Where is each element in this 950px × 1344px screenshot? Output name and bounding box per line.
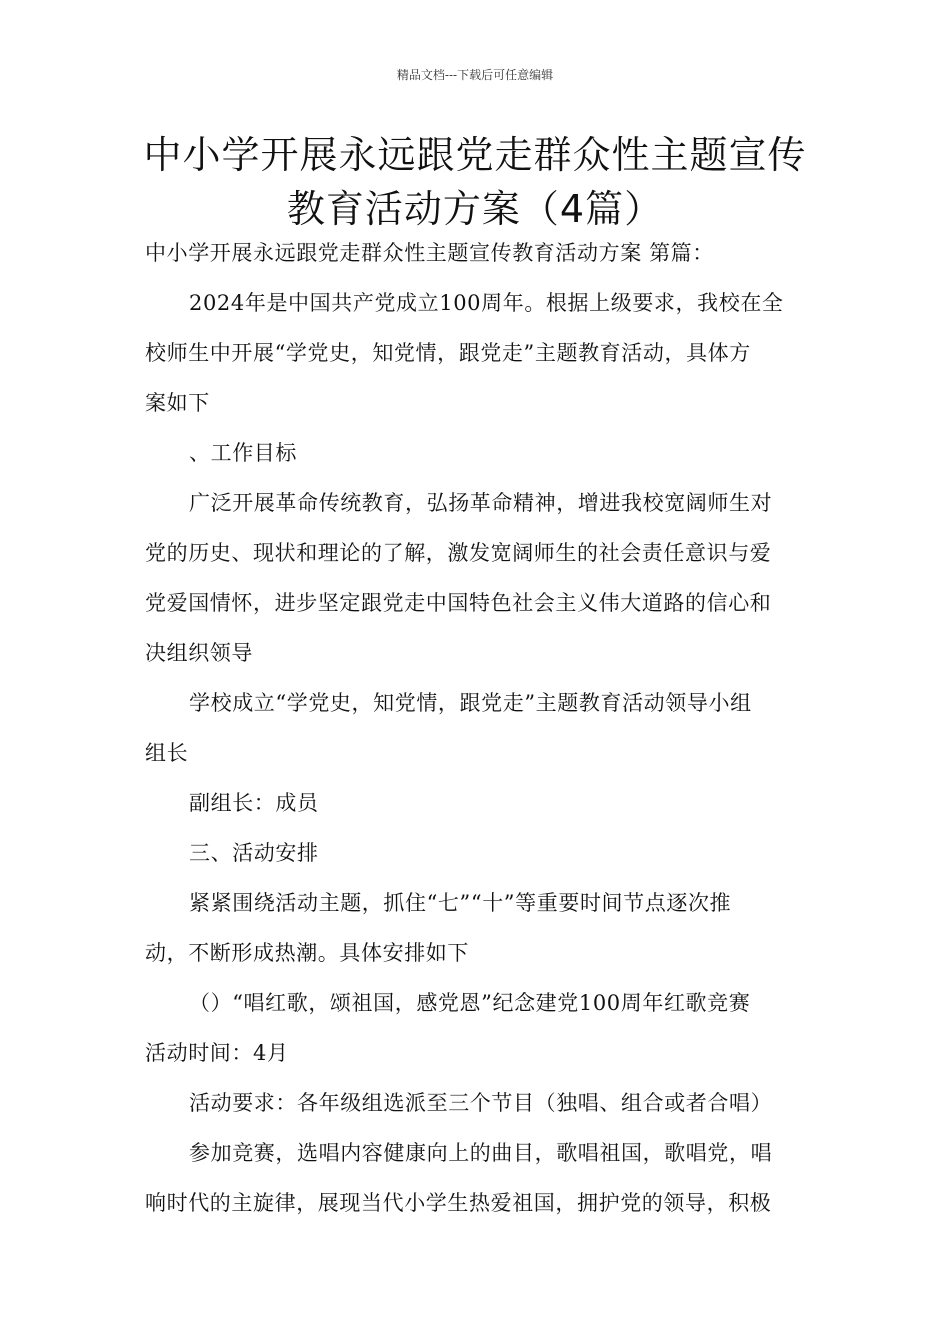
document-body	[145, 228, 810, 1228]
section-heading: 、工作目标	[189, 441, 297, 465]
paragraph-line: 决组织领导	[145, 641, 253, 665]
document-title	[95, 128, 855, 236]
paragraph-line: 响时代的主旋律，展现当代小学生热爱祖国，拥护党的领导，积极	[145, 1191, 772, 1215]
paragraph-line: 学校成立“学党史，知党情，跟党走”主题教育活动领导小组	[189, 691, 752, 715]
paragraph-line: 活动要求：各年级组选派至三个节目（独唱、组合或者合唱）	[189, 1091, 773, 1115]
title-line-2: 教育活动方案（4篇）	[286, 187, 664, 231]
subtitle-line: 中小学开展永远跟党走群众性主题宣传教育活动方案 第篇：	[145, 241, 714, 265]
paragraph-line: 校师生中开展“学党史，知党情，跟党走”主题教育活动，具体方	[145, 341, 751, 365]
paragraph-line: 广泛开展革命传统教育，弘扬革命精神，增进我校宽阔师生对	[189, 491, 773, 515]
section-heading: 三、活动安排	[189, 841, 319, 865]
paragraph-line: 案如下	[145, 391, 210, 415]
header-note: 精品文档---下载后可任意编辑	[396, 68, 554, 82]
paragraph-line: 参加竞赛，选唱内容健康向上的曲目，歌唱祖国，歌唱党，唱	[189, 1141, 773, 1165]
paragraph-line: 动，不断形成热潮。具体安排如下	[145, 941, 469, 965]
paragraph-line: 活动时间：4月	[145, 1041, 289, 1065]
paragraph-line: 党的历史、现状和理论的了解，激发宽阔师生的社会责任意识与爱	[145, 541, 772, 565]
subsection-heading: （）“唱红歌，颂祖国，感党恩”纪念建党100周年红歌竞赛	[189, 991, 751, 1015]
paragraph-line: 党爱国情怀，进步坚定跟党走中国特色社会主义伟大道路的信心和	[145, 591, 772, 615]
paragraph-line: 副组长：成员	[189, 791, 319, 815]
paragraph-line: 2024年是中国共产党成立100周年。根据上级要求，我校在全	[189, 291, 784, 315]
paragraph-line: 组长	[145, 741, 189, 765]
title-line-1: 中小学开展永远跟党走群众性主题宣传	[143, 133, 807, 177]
paragraph-line: 紧紧围绕活动主题，抓住“七”“十”等重要时间节点逐次推	[189, 891, 732, 915]
